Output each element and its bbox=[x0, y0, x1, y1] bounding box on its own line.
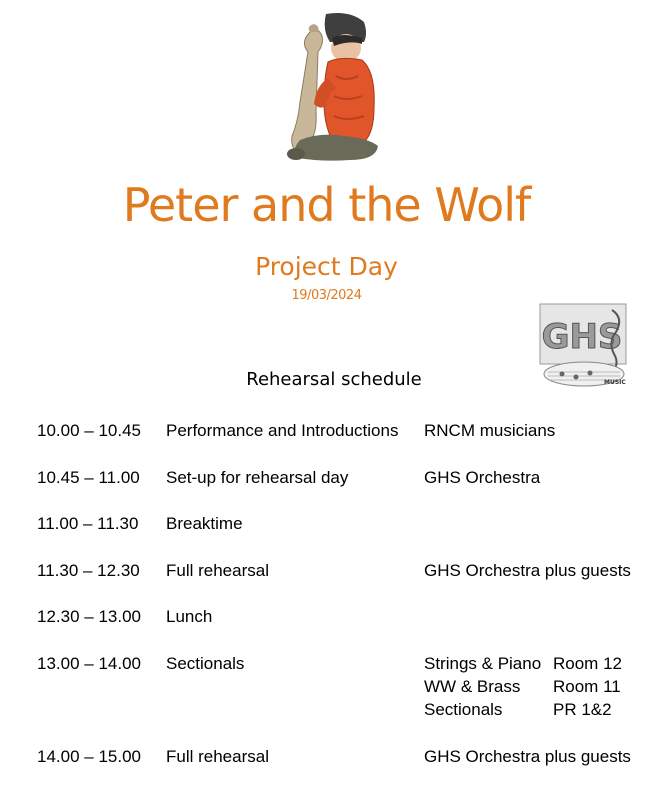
sectional-room: Room 11 bbox=[553, 677, 621, 696]
row-participants: GHS Orchestra plus guests bbox=[424, 747, 631, 766]
row-time: 12.30 – 13.00 bbox=[37, 607, 141, 626]
event-date: 19/03/2024 bbox=[291, 288, 362, 303]
row-time: 11.00 – 11.30 bbox=[37, 514, 139, 533]
row-time: 10.00 – 10.45 bbox=[37, 421, 141, 440]
row-time: 11.30 – 12.30 bbox=[37, 561, 140, 580]
row-activity: Breaktime bbox=[166, 514, 243, 533]
row-activity: Set-up for rehearsal day bbox=[166, 468, 349, 487]
row-participants: GHS Orchestra bbox=[424, 468, 541, 487]
logo-caption: MUSIC bbox=[604, 379, 626, 386]
row-activity: Sectionals bbox=[166, 654, 245, 673]
row-activity: Performance and Introductions bbox=[166, 421, 399, 440]
row-time: 14.00 – 15.00 bbox=[37, 747, 141, 766]
page-title: Peter and the Wolf bbox=[122, 178, 531, 232]
peter-and-duck-illustration bbox=[280, 12, 380, 162]
row-time: 10.45 – 11.00 bbox=[37, 468, 140, 487]
logo-text: GHS bbox=[541, 317, 623, 357]
row-time: 13.00 – 14.00 bbox=[37, 654, 141, 673]
schedule-heading: Rehearsal schedule bbox=[246, 369, 422, 390]
sectional-group: WW & Brass bbox=[424, 677, 521, 696]
row-participants: RNCM musicians bbox=[424, 421, 556, 440]
sectional-room: Room 12 bbox=[553, 654, 622, 673]
page-subtitle: Project Day bbox=[255, 252, 398, 281]
row-activity: Full rehearsal bbox=[166, 561, 269, 580]
sectional-group: Sectionals bbox=[424, 700, 503, 719]
row-activity: Full rehearsal bbox=[166, 747, 269, 766]
sectional-group: Strings & Piano bbox=[424, 654, 542, 673]
sectional-room: PR 1&2 bbox=[553, 700, 612, 719]
row-participants: GHS Orchestra plus guests bbox=[424, 561, 631, 580]
row-activity: Lunch bbox=[166, 607, 213, 626]
